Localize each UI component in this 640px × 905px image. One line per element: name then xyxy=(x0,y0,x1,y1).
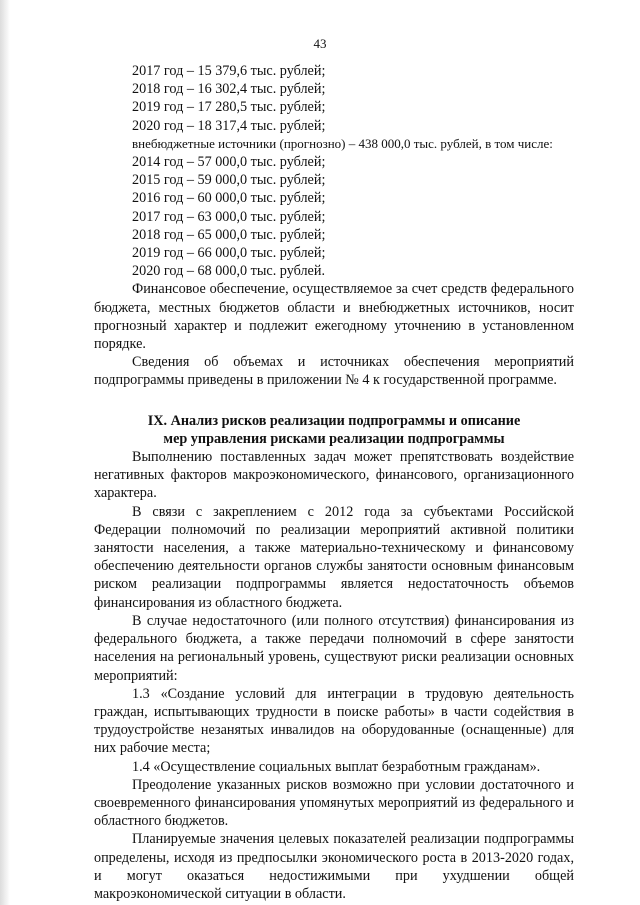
extrabudget-line: 2019 год – 66 000,0 тыс. рублей; xyxy=(132,245,326,262)
paragraph-insufficient-funding: В случае недостаточного (или полного отсутствия) финансирования из федерального бюджета, а также передачи полномочий в сфере занятости населения на региональный уровень, существуют риски реализации основных мероприятий: xyxy=(94,612,574,684)
paragraph-appendix: Сведения об объемах и источниках обеспечения мероприятий подпрограммы приведены в приложении № 4 к государственной программе. xyxy=(94,354,574,389)
extrabudget-line: 2014 год – 57 000,0 тыс. рублей; xyxy=(132,154,326,171)
paragraph-measure-1-3: 1.3 «Создание условий для интеграции в трудовую деятельность граждан, испытывающих трудности в поиске работы» в части содействия в трудоустройстве незанятых инвалидов на оборудованные (оснащенные) для них рабочие места; xyxy=(94,685,574,757)
paragraph-financing: Финансовое обеспечение, осуществляемое за счет средств федерального бюджета, местных бюджетов области и внебюджетных источников, носит прогнозный характер и подлежит ежегодному уточнению в установленном порядке. xyxy=(94,281,574,353)
extrabudget-line: 2018 год – 65 000,0 тыс. рублей; xyxy=(132,226,326,243)
section-heading xyxy=(94,412,574,448)
document-body xyxy=(94,62,574,903)
section-heading-line2: мер управления рисками реализации подпрограммы xyxy=(163,430,505,447)
paragraph-target-indicators: Планируемые значения целевых показателей реализации подпрограммы определены, исходя из предпосылки экономического роста в 2013-2020 годах, и могут оказаться недостижимыми при ухудшении общей макроэкономической ситуации в области. xyxy=(94,831,574,902)
extrabudget-intro: внебюджетные источники (прогнозно) – 438 000,0 тыс. рублей, в том числе: xyxy=(132,135,553,151)
budget-line: 2017 год – 15 379,6 тыс. рублей; xyxy=(132,63,326,79)
page-number: 43 xyxy=(313,36,327,51)
extrabudget-line: 2017 год – 63 000,0 тыс. рублей; xyxy=(132,208,326,225)
paragraph-overcoming-risks: Преодоление указанных рисков возможно при условии достаточного и своевременного финансирования упомянутых мероприятий из федерального и областного бюджетов. xyxy=(94,776,574,830)
budget-line: 2018 год – 16 302,4 тыс. рублей; xyxy=(132,81,326,98)
budget-line: 2019 год – 17 280,5 тыс. рублей; xyxy=(132,99,326,116)
extrabudget-line: 2016 год – 60 000,0 тыс. рублей; xyxy=(132,190,326,207)
budget-line: 2020 год – 18 317,4 тыс. рублей; xyxy=(132,117,326,134)
paragraph-financial-risk: В связи с закреплением с 2012 года за субъектами Российской Федерации полномочий по реализации мероприятий активной политики занятости населения, а также материально-техническому и финансовому обеспечению деятельности органов службы занятости основным финансовым риском реализации подпрограммы является недостаточность объемов финансирования из областного бюджета. xyxy=(94,503,574,611)
extrabudget-line: 2020 год – 68 000,0 тыс. рублей. xyxy=(132,263,325,280)
section-heading-line1: IX. Анализ рисков реализации подпрограммы и описание xyxy=(147,412,521,429)
paragraph-risks-intro: Выполнению поставленных задач может препятствовать воздействие негативных факторов макроэкономического, финансового, организационного характера. xyxy=(94,449,574,502)
scan-left-edge xyxy=(0,0,10,905)
extrabudget-line: 2015 год – 59 000,0 тыс. рублей; xyxy=(132,172,326,189)
paragraph-measure-1-4: 1.4 «Осуществление социальных выплат безработным гражданам». xyxy=(132,758,541,775)
